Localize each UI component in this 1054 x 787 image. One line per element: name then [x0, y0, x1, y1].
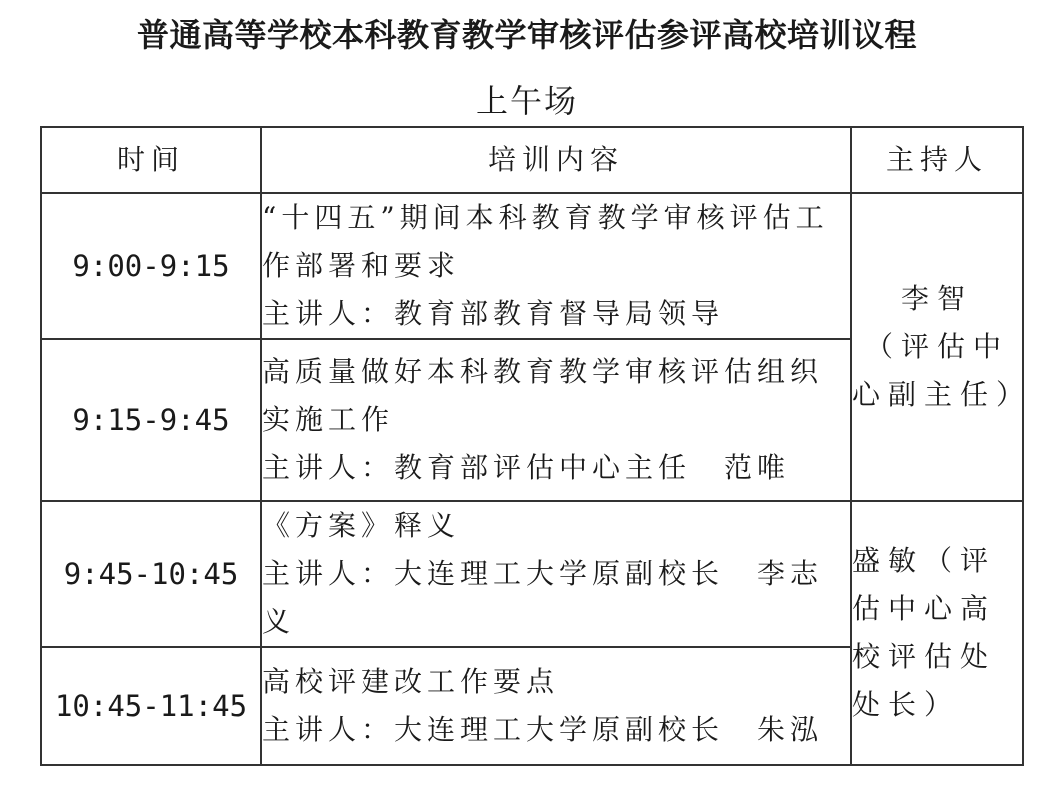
session-speaker: 主讲人：大连理工大学原副校长 朱泓 — [262, 713, 824, 746]
agenda-table — [40, 126, 1033, 766]
session-content — [261, 647, 851, 765]
session-topic: 高质量做好本科教育教学审核评估组织实施工作 — [262, 355, 824, 436]
session-topic: 高校评建改工作要点 — [262, 665, 560, 698]
session-time: 9:15-9:45 — [41, 339, 261, 501]
session-time: 10:45-11:45 — [41, 647, 261, 765]
session-speaker: 主讲人：教育部教育督导局领导 — [262, 297, 725, 330]
host-cell — [851, 193, 1033, 501]
table-row — [41, 501, 1023, 647]
host-name: 盛敏 — [852, 544, 925, 577]
session-topic: “十四五”期间本科教育教学审核评估工作部署和要求 — [262, 201, 829, 282]
host-cell — [851, 501, 1023, 765]
host-title: （评估中心高校评估处处长） — [852, 544, 997, 721]
table-header-row — [41, 127, 1023, 193]
host-title: （评估中心副主任） — [852, 330, 1033, 411]
session-content — [261, 339, 851, 501]
header-content: 培训内容 — [261, 127, 851, 193]
document-title: 普通高等学校本科教育教学审核评估参评高校培训议程 — [136, 16, 917, 54]
table-row — [41, 193, 1023, 339]
session-speaker: 主讲人：大连理工大学原副校长 李志义 — [262, 557, 824, 638]
session-content — [261, 501, 851, 647]
session-content — [261, 193, 851, 339]
host-name-and-title — [852, 537, 1022, 729]
session-title: 上午场 — [475, 82, 578, 120]
session-speaker: 主讲人：教育部评估中心主任 范唯 — [262, 451, 791, 484]
session-topic: 《方案》释义 — [262, 509, 461, 542]
header-time: 时间 — [41, 127, 261, 193]
header-host: 主持人 — [851, 127, 1023, 193]
host-name: 李智 — [900, 282, 973, 315]
session-time: 9:00-9:15 — [41, 193, 261, 339]
session-time: 9:45-10:45 — [41, 501, 261, 647]
